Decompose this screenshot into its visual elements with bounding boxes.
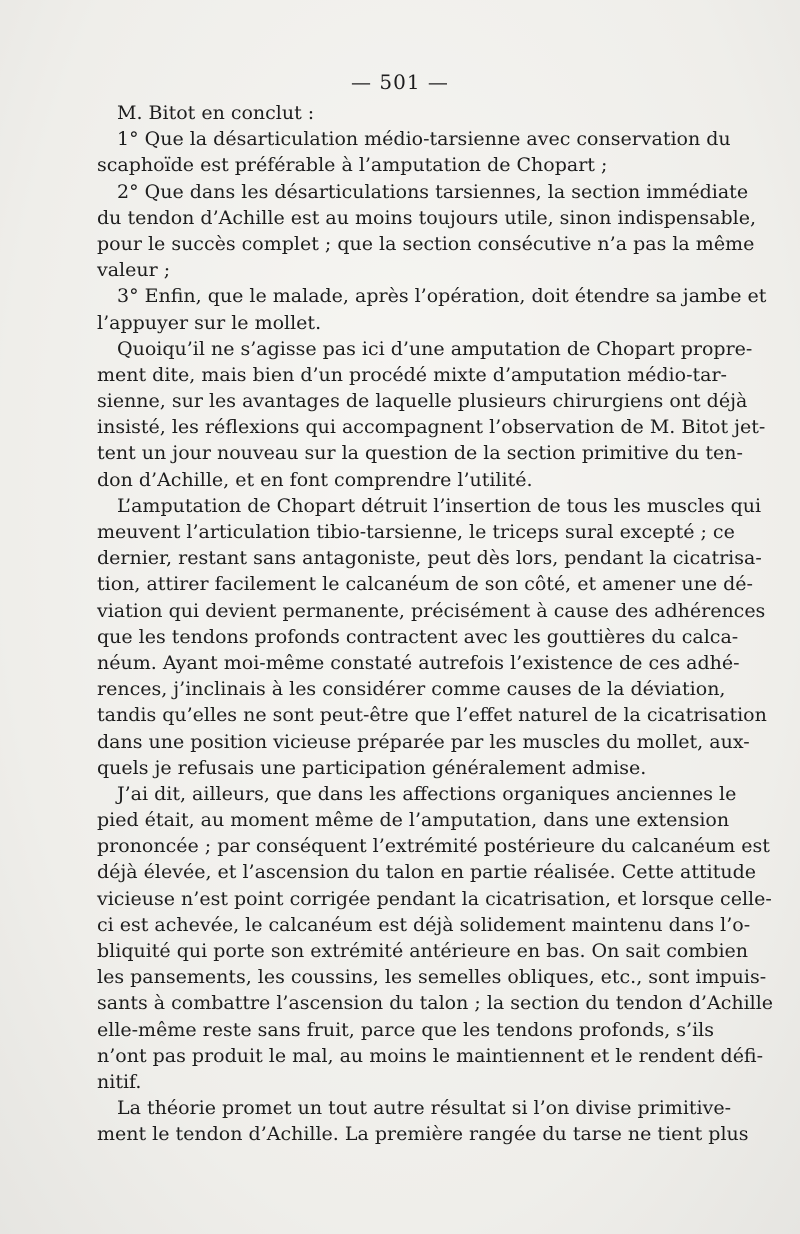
text-line: sienne, sur les avantages de laquelle plusieurs chirurgiens ont déjà (97, 390, 748, 413)
text-line: ment dite, mais bien d’un procédé mixte d’amputation médio-tar- (97, 363, 727, 386)
text-line: insisté, les réflexions qui accompagnent l’observation de M. Bitot jet- (97, 416, 766, 439)
text-line: viation qui devient permanente, précisément à cause des adhérences (97, 599, 766, 622)
text-line: J’ai dit, ailleurs, que dans les affections organiques anciennes le (117, 782, 737, 805)
text-line: ment le tendon d’Achille. La première rangée du tarse ne tient plus (97, 1123, 749, 1146)
text-line: quels je refusais une participation généralement admise. (97, 756, 647, 779)
text-line: pied était, au moment même de l’amputation, dans une extension (97, 809, 730, 832)
text-line: 3° Enfin, que le malade, après l’opération, doit étendre sa jambe et (117, 285, 767, 308)
text-line: L’amputation de Chopart détruit l’insertion de tous les muscles qui (117, 494, 762, 517)
text-line: prononcée ; par conséquent l’extrémité postérieure du calcanéum est (97, 835, 770, 858)
text-line: ci est achevée, le calcanéum est déjà solidement maintenu dans l’o- (97, 913, 751, 936)
text-line: meuvent l’articulation tibio-tarsienne, le triceps sural excepté ; ce (97, 521, 735, 543)
body-text (97, 100, 774, 1148)
text-line: scaphoïde est préférable à l’amputation de Chopart ; (97, 154, 608, 177)
text-line: déjà élevée, et l’ascension du talon en partie réalisée. Cette attitude (97, 861, 757, 884)
text-line: 1° Que la désarticulation médio-tarsienne avec conservation du (117, 128, 731, 151)
text-line: pour le succès complet ; que la section consécutive n’a pas la même (97, 232, 755, 255)
text-line: valeur ; (97, 259, 171, 282)
text-line: du tendon d’Achille est au moins toujours utile, sinon indispensable, (97, 206, 757, 229)
text-line: dans une position vicieuse préparée par les muscles du mollet, aux- (97, 730, 750, 753)
text-line: les pansements, les coussins, les semelles obliques, etc., sont impuis- (97, 966, 767, 989)
page-number: — 501 — (351, 70, 449, 94)
text-line: tandis qu’elles ne sont peut-être que l’effet naturel de la cicatrisation (97, 704, 767, 727)
text-line: rences, j’inclinais à les considérer comme causes de la déviation, (97, 678, 726, 701)
text-line: don d’Achille, et en font comprendre l’utilité. (97, 468, 533, 491)
text-line: que les tendons profonds contractent avec les gouttières du calca- (97, 625, 739, 648)
text-line: tion, attirer facilement le calcanéum de son côté, et amener une dé- (97, 573, 753, 596)
text-line: néum. Ayant moi-même constaté autrefois l’existence de ces adhé- (97, 651, 740, 674)
text-line: tent un jour nouveau sur la question de la section primitive du ten- (97, 442, 743, 465)
text-line: sants à combattre l’ascension du talon ; la section du tendon d’Achille (97, 992, 774, 1015)
text-line: vicieuse n’est point corrigée pendant la cicatrisation, et lorsque celle- (97, 887, 772, 910)
text-line: bliquité qui porte son extrémité antérieure en bas. On sait combien (97, 940, 749, 962)
text-line: Quoiqu’il ne s’agisse pas ici d’une amputation de Chopart propre- (117, 337, 753, 360)
text-line: n’ont pas produit le mal, au moins le maintiennent et le rendent défi- (97, 1044, 764, 1067)
text-line: M. Bitot en conclut : (117, 102, 315, 124)
text-line: l’appuyer sur le mollet. (97, 311, 322, 334)
text-line: nitif. (97, 1070, 142, 1093)
text-line: elle-même reste sans fruit, parce que les tendons profonds, s’ils (97, 1018, 714, 1041)
text-line: 2° Que dans les désarticulations tarsiennes, la section immédiate (117, 180, 749, 203)
text-line: La théorie promet un tout autre résultat si l’on divise primitive- (117, 1097, 732, 1120)
text-line: dernier, restant sans antagoniste, peut dès lors, pendant la cicatrisa- (97, 547, 762, 570)
